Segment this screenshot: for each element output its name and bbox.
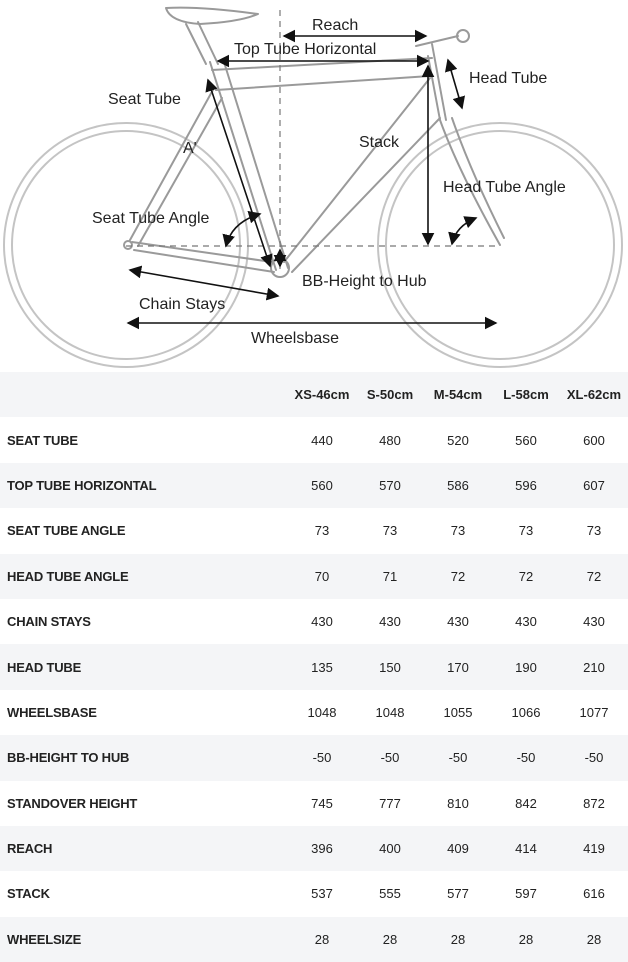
table-cell: 28 [424, 917, 492, 962]
table-cell: 73 [288, 508, 356, 553]
table-cell: 480 [356, 417, 424, 462]
table-cell: -50 [560, 735, 628, 780]
row-label: BB-HEIGHT TO HUB [0, 735, 288, 780]
table-row [0, 417, 628, 462]
label-reach: Reach [312, 17, 359, 34]
table-cell: 71 [356, 554, 424, 599]
table-cell: 842 [492, 781, 560, 826]
table-cell: 72 [424, 554, 492, 599]
table-cell: 596 [492, 463, 560, 508]
table-cell: 430 [288, 599, 356, 644]
table-cell: 560 [492, 417, 560, 462]
row-label: SEAT TUBE [0, 417, 288, 462]
header-cell-size: M-54cm [424, 372, 492, 417]
table-cell: 400 [356, 826, 424, 871]
table-row [0, 554, 628, 599]
label-a-prime: A' [183, 140, 197, 157]
header-cell-size: XL-62cm [560, 372, 628, 417]
table-cell: 28 [560, 917, 628, 962]
label-top-tube-horizontal: Top Tube Horizontal [234, 41, 377, 58]
row-label: CHAIN STAYS [0, 599, 288, 644]
table-cell: 430 [560, 599, 628, 644]
table-cell: 577 [424, 871, 492, 916]
table-row [0, 781, 628, 826]
table-row [0, 463, 628, 508]
table-cell: 777 [356, 781, 424, 826]
table-cell: 570 [356, 463, 424, 508]
table-cell: 745 [288, 781, 356, 826]
table-cell: 1048 [288, 690, 356, 735]
label-seat-tube: Seat Tube [108, 91, 181, 108]
table-cell: 210 [560, 644, 628, 689]
header-cell-label [0, 372, 288, 417]
table-cell: 537 [288, 871, 356, 916]
row-label: TOP TUBE HORIZONTAL [0, 463, 288, 508]
label-head-tube-angle: Head Tube Angle [443, 179, 566, 196]
table-cell: 1048 [356, 690, 424, 735]
table-cell: 72 [560, 554, 628, 599]
row-label: STANDOVER HEIGHT [0, 781, 288, 826]
table-row [0, 690, 628, 735]
table-cell: 135 [288, 644, 356, 689]
table-cell: 150 [356, 644, 424, 689]
row-label: SEAT TUBE ANGLE [0, 508, 288, 553]
table-cell: 73 [424, 508, 492, 553]
row-label: REACH [0, 826, 288, 871]
table-body [0, 417, 628, 962]
label-seat-tube-angle: Seat Tube Angle [92, 210, 210, 227]
table-cell: 419 [560, 826, 628, 871]
table-cell: 414 [492, 826, 560, 871]
table-cell: -50 [356, 735, 424, 780]
table-cell: 440 [288, 417, 356, 462]
table-cell: 73 [560, 508, 628, 553]
table-row [0, 917, 628, 962]
table-cell: 396 [288, 826, 356, 871]
row-label: WHEELSBASE [0, 690, 288, 735]
table-cell: 872 [560, 781, 628, 826]
table-cell: 1055 [424, 690, 492, 735]
table-cell: 430 [424, 599, 492, 644]
table-cell: 72 [492, 554, 560, 599]
table-cell: 560 [288, 463, 356, 508]
header-cell-size: XS-46cm [288, 372, 356, 417]
row-label: HEAD TUBE ANGLE [0, 554, 288, 599]
table-row [0, 826, 628, 871]
table-row [0, 644, 628, 689]
table-cell: -50 [492, 735, 560, 780]
row-label: HEAD TUBE [0, 644, 288, 689]
header-cell-size: L-58cm [492, 372, 560, 417]
row-label: WHEELSIZE [0, 917, 288, 962]
label-head-tube: Head Tube [469, 70, 548, 87]
table-cell: 555 [356, 871, 424, 916]
table-cell: 70 [288, 554, 356, 599]
table-row [0, 599, 628, 644]
table-cell: 73 [492, 508, 560, 553]
table-cell: 1077 [560, 690, 628, 735]
table-cell: 616 [560, 871, 628, 916]
table-cell: 607 [560, 463, 628, 508]
label-wheelsbase: Wheelsbase [251, 330, 340, 347]
label-bb-height-to-hub: BB-Height to Hub [302, 273, 427, 290]
table-cell: 586 [424, 463, 492, 508]
table-cell: 73 [356, 508, 424, 553]
table-cell: -50 [288, 735, 356, 780]
table-cell: 430 [492, 599, 560, 644]
table-cell: 430 [356, 599, 424, 644]
row-label: STACK [0, 871, 288, 916]
table-row [0, 871, 628, 916]
rear-wheel [4, 123, 248, 367]
header-cell-size: S-50cm [356, 372, 424, 417]
label-chain-stays: Chain Stays [139, 296, 226, 313]
table-cell: 170 [424, 644, 492, 689]
table-cell: 597 [492, 871, 560, 916]
table-row [0, 508, 628, 553]
table-row [0, 735, 628, 780]
table-cell: 28 [288, 917, 356, 962]
table-cell: 600 [560, 417, 628, 462]
table-cell: 520 [424, 417, 492, 462]
table-cell: 810 [424, 781, 492, 826]
geometry-table [0, 372, 628, 962]
table-cell: 409 [424, 826, 492, 871]
table-cell: 190 [492, 644, 560, 689]
table-cell: 28 [492, 917, 560, 962]
table-cell: 28 [356, 917, 424, 962]
table-header-row [0, 372, 628, 417]
table-cell: 1066 [492, 690, 560, 735]
table-cell: -50 [424, 735, 492, 780]
bike-geometry-diagram [0, 0, 628, 372]
label-stack: Stack [359, 134, 400, 151]
